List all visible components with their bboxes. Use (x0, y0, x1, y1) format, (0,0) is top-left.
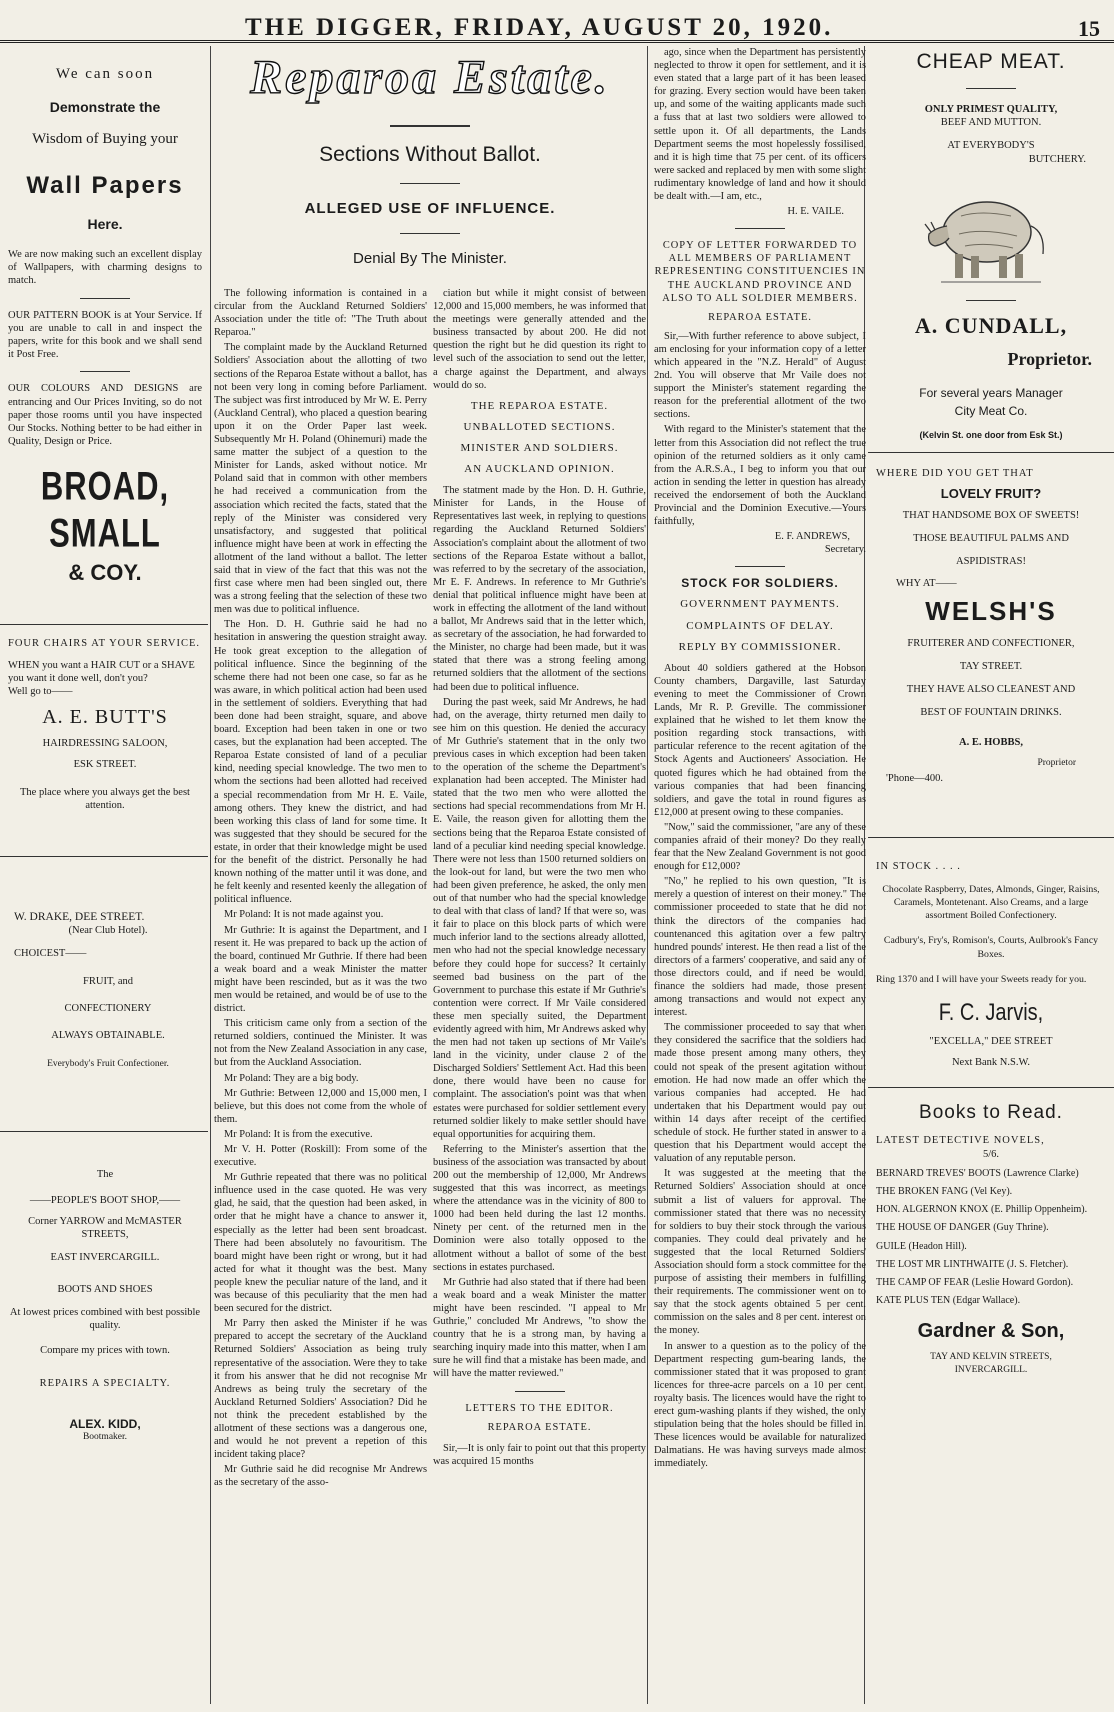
jarvis-line4: Ring 1370 and I will have your Sweets ready for you. (876, 973, 1087, 985)
jarvis-line1: IN STOCK . . . . (876, 861, 961, 873)
bullock-illustration-icon (921, 180, 1061, 288)
advert-column-right (868, 46, 1114, 1712)
books-line2: 5/6. (982, 1148, 1000, 1160)
gardner-name: Gardner & Son, (917, 1319, 1065, 1342)
divider (0, 624, 208, 625)
wallpaper-text1: We are now making such an excellent display of Wallpapers, with charming designs to match. (8, 249, 202, 287)
jarvis-advert (868, 846, 1114, 1069)
article-opening (433, 287, 646, 392)
article-box-heads (433, 400, 646, 476)
article-subhead: Sections Without Ballot. (319, 143, 541, 166)
divider (400, 233, 460, 234)
books-line1: LATEST DETECTIVE NOVELS, (876, 1135, 1045, 1147)
cundall-line2: BEEF AND MUTTON. (940, 117, 1042, 129)
divider (400, 183, 460, 184)
stock-text-paragraph: The commissioner proceeded to say that when they considered the sacrifice that the soldiers had made those present among many others, they could not speak of the present agitation without emotion. He had now made an offer which the various companies had accepted. He had undertaken that his Department would pay out within 14 days after receipt of the certified schedule of stock. He further stated in answer to a question that his Department would accept the valuation of any reputable person. (654, 1022, 866, 1165)
book-title: THE LOST MR LINTHWAITE (J. S. Fletcher). (876, 1258, 1069, 1270)
art-left-paragraph: Mr Guthrie: Between 12,000 and 15,000 men, I believe, but this does not come from the whole of them. (214, 1087, 427, 1125)
art-left-paragraph: Mr Poland: It is from the executive. (224, 1128, 373, 1140)
stock-text-paragraph: It was suggested at the meeting that the Returned Soldiers' Association should at once submit a list of valuers for approval. The commissioner stated that there was no necessity for soldiers to buy their stock through the various companies. They could deal privately and he suggested that the local Returned Soldiers' Association should form a stock committee for the purpose of assisting their members in fulfilling their requirements. The commissioner went on to say that the stock agents obtained 5 per cent. commission on the sales and 8 per cent. interest on the money. (654, 1168, 866, 1337)
article-box-head: AN AUCKLAND OPINION. (464, 463, 615, 476)
welsh-line13: 'Phone—400. (886, 773, 944, 785)
welsh-line2: LOVELY FRUIT? (940, 486, 1042, 502)
book-title: BERNARD TREVES' BOOTS (Lawrence Clarke) (876, 1167, 1079, 1179)
column-rule (647, 46, 648, 1704)
kidd-name: ALEX. KIDD, (69, 1416, 141, 1431)
column-rule (210, 46, 211, 1704)
article-subhead-denial: Denial By The Minister. (353, 250, 507, 267)
advert-column-left (0, 46, 208, 1712)
book-title: THE CAMP OF FEAR (Leslie Howard Gordon). (876, 1277, 1074, 1289)
divider (735, 566, 785, 567)
art-left-paragraph: Mr Guthrie: It is against the Department, and I resent it. He was prepared to back up the action of the board, continued Mr Guthrie. If there had been a weak board and a weak Minister the matter might have been rescinded, but as it was the two men would be retained, and would be of use to the district. (214, 924, 427, 1015)
art-right2-paragraph: Referring to the Minister's assertion that the business of the association was transacted by about 200 out the membership of 12,000, Mr Andrews suggested that this was incorrect, as meetings where the attendance was in the vicinity of 800 to 1000 had been held during the last 12 months. Ninety per cent. of the returned men in the Dominion were also totally opposed to the allotment without a ballot of some of the best sections in estates purchased. (433, 1143, 646, 1273)
wallpaper-line2: Demonstrate the (49, 99, 161, 115)
art-right2-paragraph: During the past week, said Mr Andrews, he had had, on the average, thirty returned men daily to see him on this question. He denied the accuracy of Mr Guthrie's statement that in the only two previous cases in which exception had been taken to the operation of the scheme the Department's explanation had been accepted. The Minister had stated that the two men who were allotted the sections had special recommendations from Mr H. E. Vaile, the reason given for allotting them the sections being that the Reparoa Estate consisted of land of a peculiar kind needing special knowledge. There were not less than 1500 returned soldiers on the look-out for land, but were the two men who had been given preference, he asked, the only men out of that number who had the special knowledge to deal with that class of land? If that were so, was it fair to place on this block parts of which were much inferior land to the sections already allotted, men who had not the special knowledge necessary before they could hope for success? It certainly seemed bad business on the part of the Government to purchase this estate if Mr Guthrie's contention were correct. If Mr Vaile considered these men specially suited, the Department evidently agreed with him, Mr Andrews asked why the men had not taken up sections of Mr Vaile's land in the vicinity, under clause 2 of the Discharged Soldiers' Settlement Act. Had this been done, there would have been no cause for complaint. The association's point was that when estates were purchased for soldier settlement every returned soldier likely to make settler should have equal opportunities for acquiring them. (433, 696, 646, 1140)
butt-line2: WHEN you want a HAIR CUT or a SHAVE you want it done well, don't you? (8, 659, 195, 684)
book-title: KATE PLUS TEN (Edgar Wallace). (876, 1295, 1021, 1307)
butt-advert (0, 633, 208, 812)
gardner-line4: INVERCARGILL. (954, 1364, 1028, 1375)
welsh-line4: THOSE BEAUTIFUL PALMS AND (913, 533, 1069, 545)
copy-letter-text: Sir,—With further reference to above subject, I am enclosing for your information copy of a letter which appeared in the "N.Z. Herald" of August 2nd. You will observe that Mr Vaile does not support the Minister's statement regarding the reason for the preferential allotment of the two sections. (654, 330, 866, 421)
butt-line4: HAIRDRESSING SALOON, (42, 738, 168, 750)
art-right2-paragraph: The statment made by the Hon. D. H. Guthrie, Minister for Lands, in the House of Representatives last week, in replying to questions regarding the Auckland Returned Soldiers' Association's complaint about the allotment of two sections of the Reparoa Estate without a ballot, was referred to by the secretary of the association, Mr E. F. Andrews. In reference to Mr Guthrie's denial that political influence might have been at work in effecting the allotment of the land without a ballot, Mr Andrews said that in the letter which, as secretary of the association, he had forwarded to the Minister, no charge had been made, but it was stated that there was a strong feeling among returned soldiers that the allotment of the sections had been due to political influence. (433, 485, 646, 693)
divider (735, 228, 785, 229)
reparoa-article (214, 46, 646, 1712)
stock-headline: STOCK FOR SOLDIERS. (681, 576, 839, 591)
article-headline: Reparoa Estate. (250, 51, 610, 104)
gardner-advert (868, 1096, 1114, 1376)
welsh-advert (868, 461, 1114, 785)
kidd-line8: REPAIRS A SPECIALTY. (39, 1378, 171, 1390)
welsh-line11: A. E. HOBBS, (959, 736, 1023, 748)
wallpaper-advert (0, 46, 208, 586)
divider (80, 298, 130, 299)
wallpaper-firm-name: BROAD, SMALL (40, 463, 170, 556)
divider (390, 125, 470, 127)
wallpaper-line5: Here. (87, 216, 123, 232)
welsh-line7: FRUITERER AND CONFECTIONER, (907, 637, 1075, 649)
art-left-paragraph: Mr Poland: It is not made against you. (224, 909, 384, 921)
divider (868, 452, 1114, 453)
jarvis-line2: Chocolate Raspberry, Dates, Almonds, Ginger, Raisins, Caramels, Montetenant. Also Creams, and a large assortment Boiled Confectionery. (882, 884, 1100, 922)
wallpaper-line4: Wall Papers (26, 172, 184, 199)
art-left-paragraph: This criticism came only from a section of the returned soldiers, continued the Minister. It was not from the New Zealand Association in any case, but from the Auckland Association. (214, 1018, 427, 1069)
cundall-advert (868, 46, 1114, 440)
book-title: GUILE (Headon Hill). (876, 1240, 967, 1252)
divider (515, 1391, 565, 1392)
art-left-paragraph: The complaint made by the Auckland Returned Soldiers' Association about the allotting of two sections of the Reparoa Estate without a ballot, has not been very long in coming before Parliament. The subject was first introduced by Mr W. E. Perry (Auckland Central), who placed a question bearing upon it on the Order Paper last week. Subsequently Mr H. Poland (Ohinemuri) made the same matter the subject of a question to the Minister for Lands, asked without notice. Mr Poland said that in common with other members he had received a communication from the association which recited the facts, stated that the reply of the Minister was considered very unsatisfactory, and suggested that political influence might have been at work in effecting the allotment of the land without a ballot. The letter said that in view of the fact that this was not the first case where men had been singled out, there was a strong feeling that the selection of these two men was due to political influence. (214, 342, 427, 616)
wallpaper-text3: OUR COLOURS AND DESIGNS are entrancing and Our Prices Inviting, so do not paper those rooms until you have inspected Our Stocks. Nothing better to be had either in Quality, Design or Price. (8, 383, 202, 448)
art-right-paragraph: ciation but while it might consist of between 12,000 and 15,000 members, he was informed that the meetings were generally attended and the business transacted by about 200. He did not question the right but he did question its right to level such of the association to send out the letter, a charge against the Department, and always would do so. (433, 288, 646, 391)
letters-text: Sir,—It is only fair to point out that this property was acquired 15 months (433, 1442, 646, 1467)
kidd-line1: The (96, 1169, 114, 1181)
copy-letter-head: COPY OF LETTER FORWARDED TO ALL MEMBERS OF PARLIAMENT REPRESENTING CONSTITUENCIES IN THE AUCKLAND PROVINCE AND ALSO TO ALL SOLDIER MEMBERS. (654, 240, 866, 304)
art-left-paragraph: The following information is contained in a circular from the Auckland Returned Soldiers' Association under the title of: "The Truth about Reparoa." (214, 288, 427, 339)
drake-line7: Everybody's Fruit Confectioner. (47, 1059, 169, 1070)
wallpaper-text2: OUR PATTERN BOOK is at Your Service. If you are unable to call in and inspect the papers, write for this book and we shall send it Post Free. (8, 309, 202, 361)
divider (0, 856, 208, 857)
copy-letter-text2: With regard to the Minister's statement that the letter from this Association did not reflect the true opinion of the returned soldiers as it only came from the A.R.S.A., I beg to inform you that our action in sending the letter in question has already received the endorsement of both the Auckland Provincial and the Dominion Executive.—Yours faithfully, (654, 424, 866, 528)
welsh-line3: THAT HANDSOME BOX OF SWEETS! (902, 510, 1080, 522)
divider (868, 837, 1114, 838)
butt-line1: FOUR CHAIRS AT YOUR SERVICE. (8, 638, 200, 650)
art-left-paragraph: Mr Guthrie said he did recognise Mr Andrews as the secretary of the asso- (214, 1464, 427, 1489)
welsh-line5: ASPIDISTRAS! (955, 556, 1026, 568)
butt-line3: Well go to—— (8, 686, 73, 698)
cundall-line6: City Meat Co. (954, 403, 1028, 418)
stock-text-paragraph: "No," he replied to his own question, "It is merely a question of interest on their money." The commissioner proceeded to state that he did not think the directors of the companies had countenanced this agitation over a few paltry hundred pounds' interest. He then read a list of the directors of a farmers' cooperative, and said any of those directors could, and if need be would, finance the soldiers had made, those present among transactions and would not expect any interest. (654, 876, 866, 1019)
letters-subhead: REPAROA ESTATE. (487, 1421, 592, 1433)
divider (966, 88, 1016, 89)
article-box-head: UNBALLOTED SECTIONS. (463, 420, 616, 433)
welsh-line6: WHY AT—— (896, 577, 957, 589)
jarvis-name: F. C. Jarvis, (938, 999, 1044, 1027)
stock-subhead-reply: REPLY BY COMMISSIONER. (678, 640, 842, 653)
drake-line5: CONFECTIONERY (64, 1002, 152, 1014)
stock-text-paragraph: In answer to a question as to the policy of the Department respecting gum-bearing lands, the commissioner stated that it was proposed to grant licences for three-acre parcels on a 10 per cent. royalty basis. The licences would have the right to erect gum-washing plants if they wished, the only stipulation being that the holes should be filled in. These licences would be available for naturalized Dalmatians. He was having surveys made almost immediately. (654, 1340, 866, 1470)
drake-advert (0, 865, 208, 1071)
cundall-title: Proprietor. (1007, 348, 1092, 369)
letters-column (650, 46, 870, 1712)
vaile-signature: H. E. VAILE. (787, 206, 844, 218)
stock-subhead-delay: COMPLAINTS OF DELAY. (686, 619, 834, 632)
kidd-advert (0, 1140, 208, 1443)
kidd-line6: At lowest prices combined with best possible quality. (9, 1306, 201, 1331)
art-left-paragraph: Mr V. H. Potter (Roskill): From some of the executive. (214, 1144, 427, 1169)
welsh-line10: BEST OF FOUNTAIN DRINKS. (920, 707, 1062, 719)
book-title: HON. ALGERNON KNOX (E. Phillip Oppenheim). (876, 1204, 1088, 1216)
welsh-name: WELSH'S (925, 595, 1057, 626)
cundall-line3: AT EVERYBODY'S (947, 140, 1035, 152)
drake-line3: CHOICEST—— (14, 948, 87, 960)
book-title: THE BROKEN FANG (Vel Key). (876, 1186, 1013, 1198)
cundall-line1: ONLY PRIMEST QUALITY, (924, 104, 1058, 115)
article-box-head: MINISTER AND SOLDIERS. (460, 441, 619, 454)
kidd-line9: Bootmaker. (82, 1431, 128, 1442)
copy-letter-subhead: REPAROA ESTATE. (708, 311, 812, 323)
article-col-right (433, 287, 646, 1491)
andrews-title: Secretary. (824, 544, 866, 556)
stock-subhead-payments: GOVERNMENT PAYMENTS. (680, 598, 840, 611)
butt-name: A. E. BUTT'S (42, 706, 168, 729)
divider (868, 1087, 1114, 1088)
vaile-letter: ago, since when the Department has persistently neglected to throw it open for settlement, and it is even stated that a large part of it has been leased for grazing. Every section would have been taken up, and some of the waiting applicants made such a fuss that at last two soldiers were allowed to settle upon it. Of all departments, the Lands Department seems the most hopelessly fossilised, and it is high time that 75 per cent. of its officers were sacked and replaced by men with some slight rudimentary knowledge of land and how it should be dealt with.—I am, etc., (654, 47, 866, 203)
wallpaper-line3: Wisdom of Buying your (32, 131, 178, 147)
cundall-line7: (Kelvin St. one door from Esk St.) (919, 429, 1063, 440)
divider (80, 371, 130, 372)
cundall-line4: BUTCHERY. (1028, 153, 1086, 165)
cundall-name: A. CUNDALL, (914, 312, 1068, 338)
cundall-line5: For several years Manager (919, 385, 1063, 400)
article-box-head: THE REPAROA ESTATE. (470, 399, 609, 412)
andrews-signature: E. F. ANDREWS, (774, 531, 850, 543)
masthead-title: THE DIGGER, FRIDAY, AUGUST 20, 1920. (245, 14, 834, 41)
kidd-line5: BOOTS AND SHOES (57, 1283, 153, 1295)
stock-article-text (654, 662, 866, 1471)
art-left-paragraph: Mr Poland: They are a big body. (224, 1072, 359, 1084)
wallpaper-firm-coy: & COY. (68, 560, 142, 586)
butt-line6: The place where you always get the best attention. (20, 786, 190, 811)
welsh-line12: Proprietor (1037, 757, 1076, 768)
article-subhead-influence: ALLEGED USE OF INFLUENCE. (304, 200, 556, 217)
stock-text-paragraph: "Now," said the commissioner, "are any of these companies afraid of their money? Do they really fear that the New Zealand Government is not good enough for £12,000? (654, 821, 866, 873)
wallpaper-line1: We can soon (55, 66, 155, 82)
welsh-line9: THEY HAVE ALSO CLEANEST AND (906, 684, 1076, 696)
book-list (876, 1167, 1106, 1308)
jarvis-line5: "EXCELLA," DEE STREET (929, 1036, 1053, 1048)
drake-line1: W. DRAKE, DEE STREET. (14, 911, 145, 924)
jarvis-line6: Next Bank N.S.W. (951, 1057, 1031, 1069)
art-right2-paragraph: Mr Guthrie had also stated that if there had been a weak board and a weak Minister the matter might have been rescinded. "I appeal to Mr Guthrie," concluded Mr Andrews, "to show the country that he is a strong man, by having a searching inquiry made into this matter, when I am sure he will find that a mistake has been made, and will have the matter reviewed." (433, 1276, 646, 1380)
letters-head: LETTERS TO THE EDITOR. (465, 1402, 614, 1414)
article-col-left (214, 287, 427, 1491)
masthead (0, 0, 1114, 43)
art-left-paragraph: Mr Guthrie repeated that there was no political influence used in the case quoted. He was very glad, he said, that the question had been asked, in order that he might have a chance to answer it, especially as the letter had been sent broadcast. There had been absolutely no favouritism. The board might have been right or wrong, but it had acted for what it thought was the best. Many people knew the peculiar nature of the land, and it was because of this peculiarity that the men had been secured for the district. (214, 1172, 427, 1315)
jarvis-line3: Cadbury's, Fry's, Romison's, Courts, Aulbrook's Fancy Boxes. (883, 935, 1099, 960)
kidd-line2: ——PEOPLE'S BOOT SHOP,—— (29, 1194, 181, 1206)
article-andrews-reply (433, 484, 646, 1380)
cheap-meat-head: CHEAP MEAT. (916, 50, 1066, 73)
drake-line4: FRUIT, and (83, 975, 133, 987)
butt-line5: ESK STREET. (73, 759, 137, 771)
page-number: 15 (1078, 16, 1100, 41)
books-head: Books to Read. (919, 1102, 1063, 1124)
book-title: THE HOUSE OF DANGER (Guy Thrine). (876, 1222, 1049, 1234)
article-body (214, 287, 646, 1491)
divider (966, 300, 1016, 301)
art-left-paragraph: Mr Parry then asked the Minister if he was prepared to accept the secretary of the Auckland Returned Soldiers' Association as being truly representative of the association. Were they to take it from his answer that he did not recognise Mr Andrews as being truly the secretary of the Auckland Returned Soldiers' Association? Did he not think the precedent established by the allotment of these sections was a dangerous one, and would he not prevent a repetion of this incident taking place? (214, 1318, 427, 1461)
gardner-line3: TAY AND KELVIN STREETS, (930, 1351, 1052, 1362)
art-left-paragraph: The Hon. D. H. Guthrie said he had no hesitation in answering the question straight away. He took great exception to the allegation of political influence. Since the beginning of the scheme there had not been one case, so far as he was aware, in which political action had been used in the settlement of soldiers. Everything that had been done had been straight, square, and above board. Exception had been taken in one or two cases, but the explanation had been accepted. The Reparoa Estate consisted of land of a peculiar kind, needing special knowledge. The two men to whom the sections had been allotted had received a special recommendation from Mr H. E. Vaile, among others. They knew the district, and had been working this class of land for some time. It was suggested that they should be secured for the estate, in order that their knowledge might be used for the benefit of the district. Personally he had known nothing of the matter until it was done, and he felt keenly and resented keenly the allegation of political influence. (214, 619, 427, 906)
kidd-line7: Compare my prices with town. (40, 1345, 170, 1357)
kidd-line4: EAST INVERCARGILL. (50, 1252, 160, 1264)
welsh-line1: WHERE DID YOU GET THAT (876, 467, 1034, 479)
divider (0, 1131, 208, 1132)
stock-text-paragraph: About 40 soldiers gathered at the Hobson County chambers, Dargaville, last Saturday evening to meet the Commissioner of Crown Lands, Mr R. P. Greville. The commissioner explained that he wished to let them know the position regarding stock transactions, with particular reference to the recent agitation of the Stock Agents and Auctioneers' Association. He quoted figures which he had obtained from the various companies that had been financing soldiers, and gave the total in round figures as £12,000 at present owing to these companies. (654, 662, 866, 818)
welsh-line8: TAY STREET. (959, 661, 1023, 673)
drake-line6: ALWAYS OBTAINABLE. (51, 1030, 165, 1042)
kidd-line3: Corner YARROW and McMASTER STREETS, (28, 1215, 182, 1241)
drake-line2: (Near Club Hotel). (68, 925, 148, 937)
